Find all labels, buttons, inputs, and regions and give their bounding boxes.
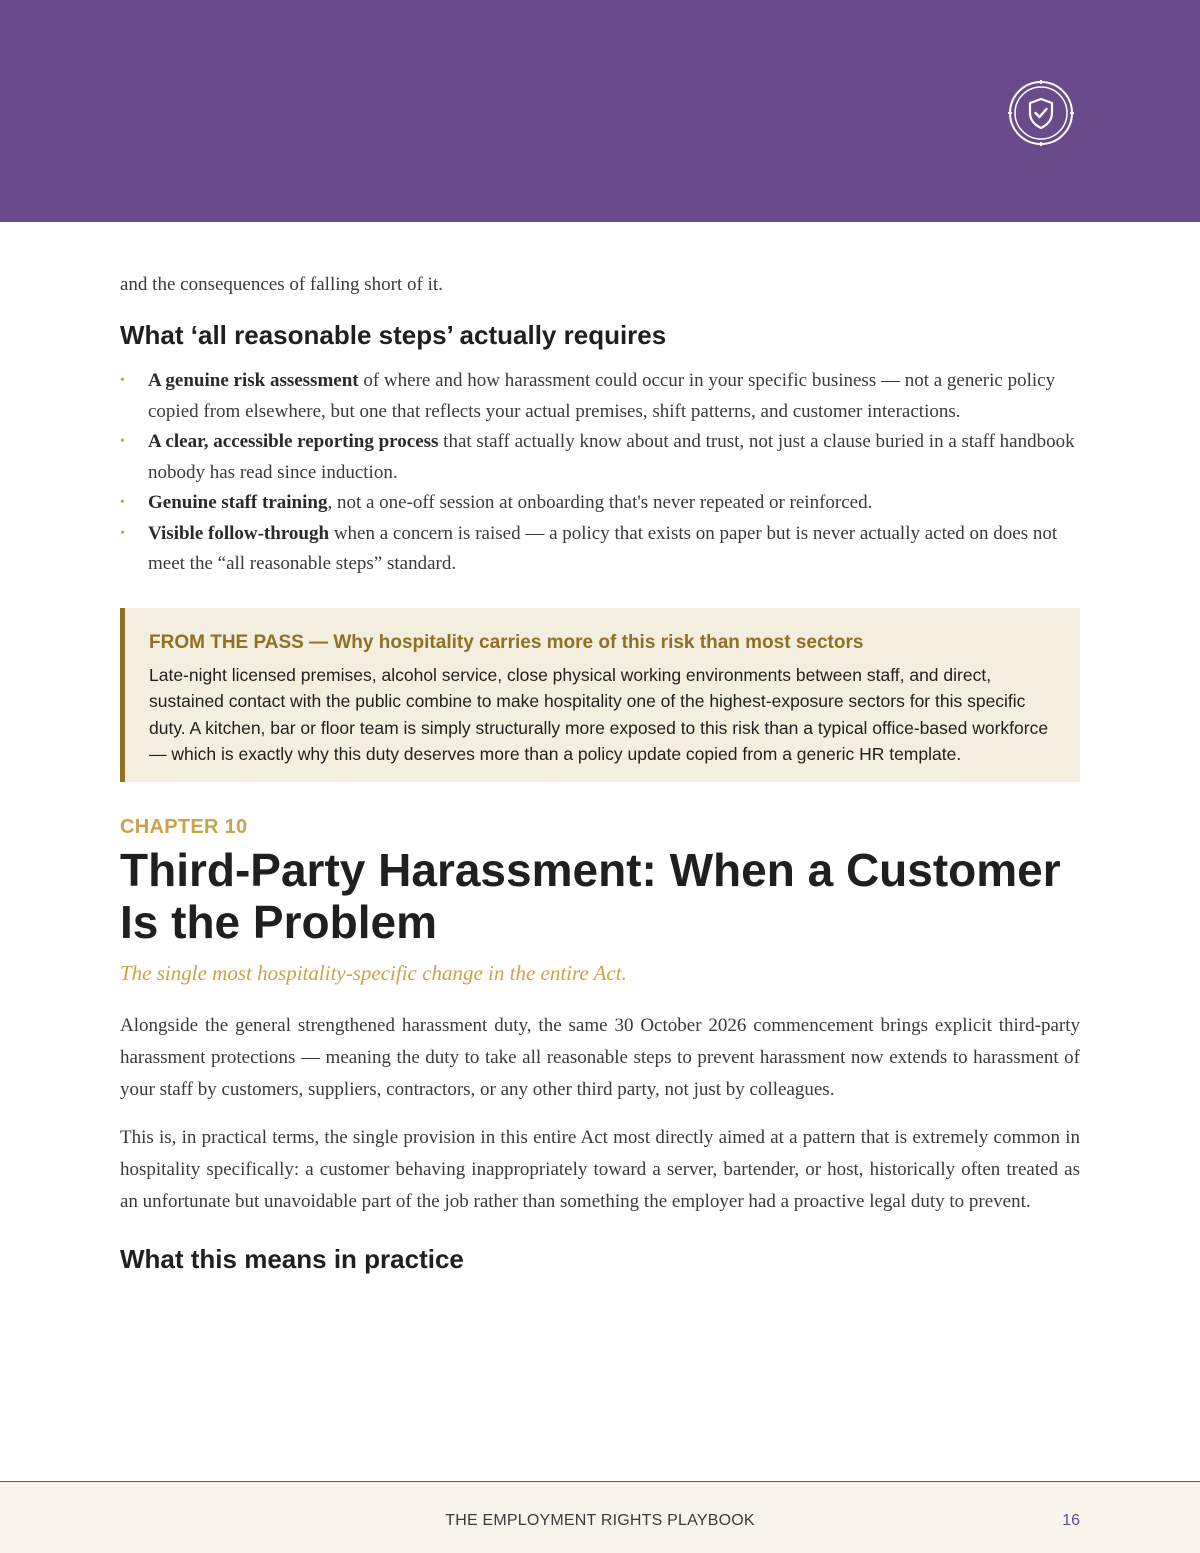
section-heading: What ‘all reasonable steps’ actually requires [120,320,667,350]
callout-box [120,608,1080,782]
list-item [120,366,1080,427]
lead-text: and the consequences of falling short of it. [120,274,443,295]
bullet-bold: A genuine risk assessment [148,370,359,391]
bullet-text: of where and how harassment could occur in your specific business — not a generic policy copied from elsewhere, but one that reflects your actual premises, shift patterns, and customer interactions. [148,370,1056,422]
requirements-list [120,366,1080,580]
bullet-text: , not a one-off session at onboarding that's never repeated or reinforced. [327,492,873,513]
bullet-text: when a concern is raised — a policy that exists on paper but is never actually acted on does not meet the “all reasonable steps” standard. [148,522,1058,574]
callout-title: FROM THE PASS — Why hospitality carries more of this risk than most sectors [149,631,864,653]
body-paragraph: This is, in practical terms, the single provision in this entire Act most directly aimed at a pattern that is extremely common in hospitality specifically: a customer behaving inappropriately toward a server, bartender, or host, historically often treated as an unfortunate but unavoidable part of the job rather than something the employer had a proactive legal duty to prevent. [120,1126,1080,1212]
bullet-icon: • [120,434,125,449]
list-item [120,488,1080,519]
bullet-bold: Visible follow-through [148,522,330,544]
footer-title: THE EMPLOYMENT RIGHTS PLAYBOOK [445,1512,755,1529]
practice-heading: What this means in practice [120,1243,464,1274]
chapter-subtitle: The single most hospitality-specific change in the entire Act. [120,960,627,985]
list-item [120,427,1080,488]
bullet-text: that staff actually know about and trust, not just a clause buried in a staff handbook nobody has read since induction. [148,431,1075,483]
bullet-icon: • [120,373,125,388]
list-item [120,519,1080,580]
bullet-bold: A clear, accessible reporting process [148,431,439,452]
callout-body: Late-night licensed premises, alcohol service, close physical working environments between staff, and direct, sustained contact with the public combine to make hospitality one of the highest-exposure sectors for this specific duty. A kitchen, bar or floor team is simply structurally more exposed to this risk than a typical office-based workforce — which is exactly why this duty deserves more than a policy update copied from a generic HR template. [149,664,1049,764]
bullet-bold: Genuine staff training [148,492,328,513]
bullet-icon: • [120,495,125,510]
body-paragraph: Alongside the general strengthened harassment duty, the same 30 October 2026 commencement brings explicit third-party harassment protections — meaning the duty to take all reasonable steps to prevent harassment now extends to harassment of your staff by customers, suppliers, contractors, or any other third party, not just by colleagues. [120,1014,1080,1100]
header-band [0,0,1200,222]
page-number: 16 [1062,1512,1080,1529]
footer [0,1481,1200,1553]
chapter-label: CHAPTER 10 [120,815,248,838]
bullet-icon: • [120,525,125,541]
shield-check-icon [1008,80,1074,146]
page-content [120,270,1080,1290]
chapter-title: Third-Party Harassment: When a Customer Is the Problem [120,843,1061,948]
